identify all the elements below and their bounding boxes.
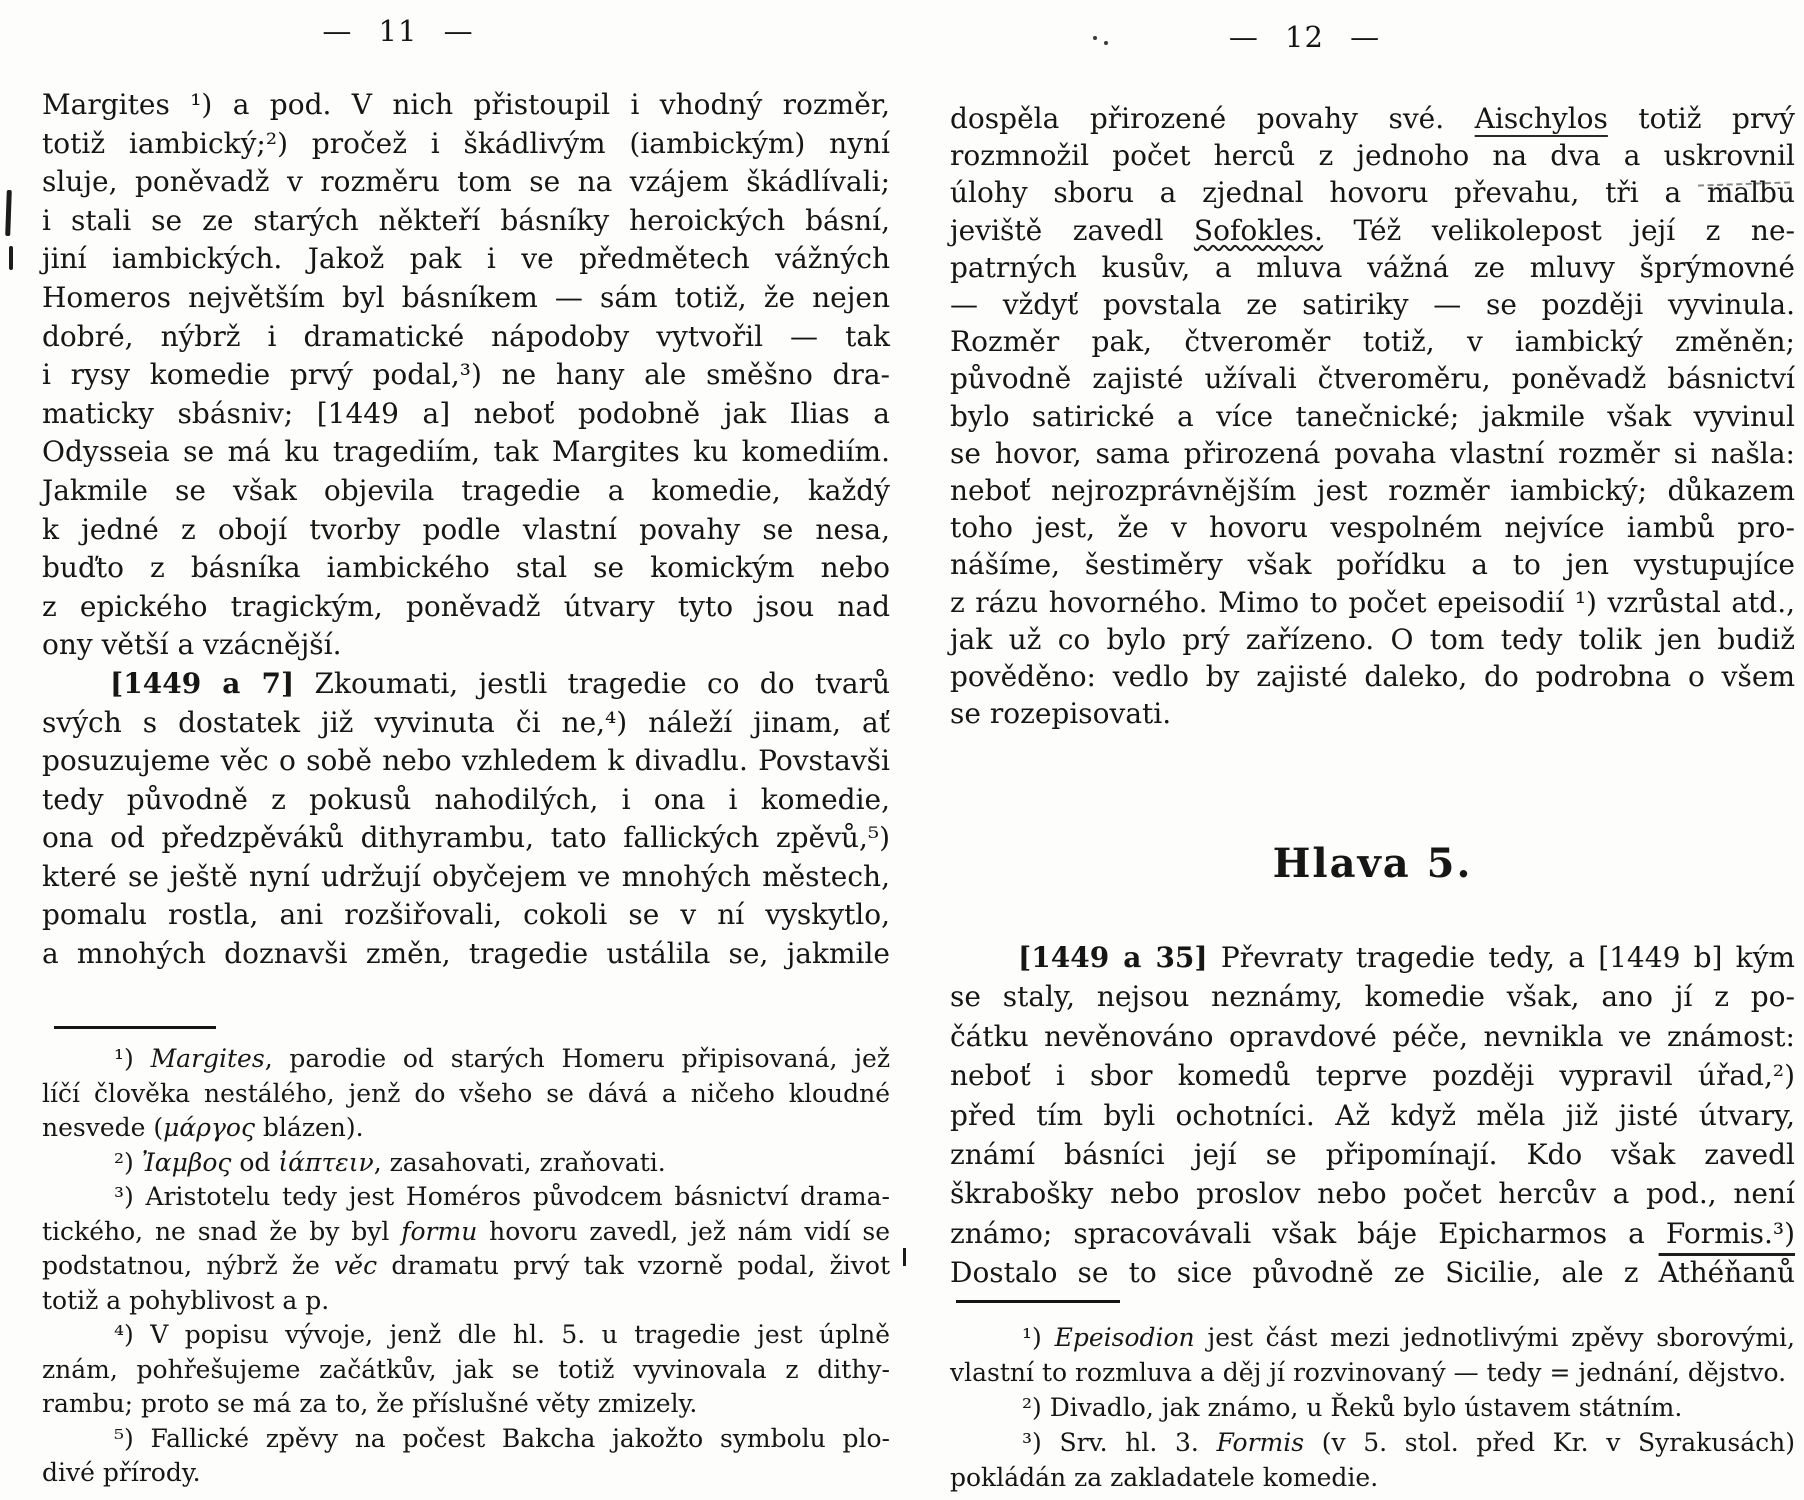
- text-line: podstatnou, nýbrž že věc dramatu prvý tak vzorně podal, život: [42, 1251, 890, 1280]
- text-line: ⁴) V popisu vývoje, jenž dle hl. 5. u tragedie jest úplně: [114, 1320, 890, 1349]
- text-line: z rázu hovorného. Mimo to počet epeisodií ¹) vzrůstal atd.,: [950, 585, 1795, 619]
- text-line: z epického tragickým, poněvadž útvary tyto jsou nad: [42, 589, 890, 623]
- footnotes: [42, 1042, 890, 1491]
- text-line: původně zajisté užívali čtveroměru, poněvadž básnictví: [950, 362, 1795, 396]
- text-line: dospěla přirozené povahy své. Aischylos totiž prvý: [950, 102, 1795, 135]
- text-line: pověděno: vedlo by zajisté daleko, do podrobna o všem: [950, 660, 1795, 694]
- text-line: ²) Ἰαμβος od ἰάπτειν, zasahovati, zraňovati.: [114, 1147, 666, 1177]
- page-11: [42, 0, 890, 1500]
- text-line: se rozepisovati.: [950, 697, 1172, 731]
- chapter-heading: Hlava 5.: [1272, 840, 1473, 887]
- paragraph: [42, 1042, 890, 1146]
- text-line: neboť i sbor komedů teprve později vypravil úřad,²): [950, 1059, 1795, 1093]
- footnotes: [950, 1320, 1795, 1495]
- text-line: vlastní to rozmluva a děj jí rozvinovaný — tedy = jednání, dějstvo.: [950, 1358, 1787, 1387]
- footnote-separator: [956, 1300, 1120, 1303]
- text-line: čátku nevěnováno opravdové péče, nevnikla ve známost:: [950, 1019, 1795, 1053]
- text-line: svých s dostatek již vyvinuta či ne,⁴) náleží jinam, ať: [42, 705, 890, 739]
- text-line: znám, pohřešujeme začátkův, jak se totiž vyvinovala z dithy-: [42, 1354, 890, 1384]
- text-line: rambu; proto se má za to, že příslušné věty zmizely.: [42, 1389, 698, 1418]
- text-line: Jakmile se však objevila tragedie a komedie, každý: [42, 473, 890, 507]
- text-line: ²) Divadlo, jak známo, u Řeků bylo ústavem státním.: [1022, 1393, 1683, 1422]
- text-line: ony větší a vzácnější.: [42, 628, 342, 662]
- text-line: dobré, nýbrž i dramatické nápodoby vytvořil — tak: [42, 319, 890, 353]
- text-line: ³) Aristotelu tedy jest Homéros původcem básnictví drama-: [114, 1182, 890, 1211]
- paragraph: [950, 1390, 1795, 1425]
- text-line: [1449 a 7] Zkoumati, jestli tragedie co do tvarů: [110, 666, 891, 700]
- text-line: ¹) Epeisodion jest část mezi jednotlivými zpěvy sborovými,: [1022, 1323, 1795, 1352]
- text-line: Odysseia se má ku tragediím, tak Margites ku komediím.: [42, 435, 890, 469]
- text-line: líčí člověka nestálého, jenž do všeho se dává a ničeho kloudné: [42, 1078, 890, 1108]
- text-line: — vždyť povstala ze satiriky — se později vyvinula.: [950, 288, 1795, 322]
- text-line: se staly, nejsou neznámy, komedie však, ano jí z po-: [950, 980, 1795, 1014]
- text-line: totiž a pohyblivost a p.: [42, 1285, 330, 1315]
- page-12: [950, 0, 1795, 1500]
- text-line: Dostalo se to sice původně ze Sicilie, ale z Athéňanů: [950, 1256, 1795, 1290]
- text-line: se hovor, sama přirozená povaha vlastní rozměr si našla:: [950, 436, 1795, 470]
- text-line: tedy původně z pokusů nahodilých, i ona i komedie,: [42, 782, 890, 816]
- main-text-lower: [950, 938, 1795, 1293]
- text-line: jiní iambických. Jakož pak i ve předmětech vážných: [42, 242, 890, 276]
- text-line: ⁵) Fallické zpěvy na počest Bakcha jakožto symbolu plo-: [114, 1423, 890, 1453]
- paragraph: [950, 100, 1795, 732]
- text-line: neboť nejrozprávnějším jest rozměr iambický; důkazem: [950, 474, 1795, 508]
- text-line: které se ještě nyní udržují obyčejem ve mnohých městech,: [42, 859, 890, 893]
- text-line: známí básníci její se připomínají. Kdo však zavedl: [950, 1138, 1795, 1172]
- paragraph: [950, 1320, 1795, 1390]
- paragraph: [42, 1146, 890, 1181]
- text-line: nesvede (μάργος blázen).: [42, 1113, 364, 1142]
- main-text-upper: [950, 100, 1795, 732]
- text-line: maticky sbásniv; [1449 a] neboť podobně jak Ilias a: [42, 396, 890, 430]
- text-line: ¹) Margites, parodie od starých Homeru připisovaná, jež: [114, 1044, 890, 1073]
- text-line: toho jest, že v hovoru vespolném nejvíce iambů pro-: [950, 511, 1795, 545]
- text-line: Margites ¹) a pod. V nich přistoupil i vhodný rozměr,: [42, 88, 890, 121]
- text-line: ³) Srv. hl. 3. Formis (v 5. stol. před Kr. v Syrakusách): [1022, 1428, 1795, 1457]
- text-line: posuzujeme věc o sobě nebo vzhledem k divadlu. Povstavši: [42, 744, 890, 778]
- scan-artifact-margin-mark: [5, 190, 12, 236]
- scan-artifact-margin-mark: [9, 246, 13, 270]
- text-line: sluje, poněvadž v rozměru tom se na vzájem škádlívali;: [42, 165, 890, 199]
- text-line: [1449 a 35] Převraty tragedie tedy, a [1449 b] kým: [1018, 941, 1795, 974]
- text-line: před tím byli ochotníci. Až když měla již jisté útvary,: [950, 1098, 1795, 1132]
- main-text: [42, 86, 890, 974]
- page-number-header: — 12 —: [1228, 20, 1381, 54]
- paragraph: [42, 1180, 890, 1318]
- paragraph: [42, 86, 890, 665]
- text-line: úlohy sboru a zjednal hovoru převahu, tři a malbu: [950, 176, 1795, 210]
- footnote-separator: [54, 1026, 216, 1029]
- text-line: a mnohých doznavši změn, tragedie ustálila se, jakmile: [42, 937, 890, 971]
- scan-artifact-dots: [1093, 36, 1097, 40]
- text-line: škrabošky nebo proslov nebo počet hercův a pod., není: [950, 1177, 1795, 1211]
- text-line: i rysy komedie prvý podal,³) ne hany ale směšno dra-: [42, 358, 890, 392]
- text-line: k jedné z obojí tvorby podle vlastní povahy se nesa,: [42, 512, 890, 546]
- text-line: i stali se ze starých někteří básníky heroických básní,: [42, 203, 890, 237]
- text-line: pomalu rostla, ani rozšiřovali, cokoli se v ní vyskytlo,: [42, 898, 890, 932]
- text-line: rozmnožil počet herců z jednoho na dva a uskrovnil: [950, 139, 1795, 173]
- text-line: Rozměr pak, čtveroměr totiž, v iambický změněn;: [950, 325, 1795, 359]
- text-line: známo; spracovávali však báje Epicharmos a Formis.³): [950, 1216, 1795, 1250]
- text-line: totiž iambický;²) pročež i škádlivým (iambickým) nyní: [42, 126, 890, 160]
- text-line: patrných kusův, a mluva vážná ze mluvy šprýmovné: [950, 250, 1795, 284]
- paragraph: [950, 1425, 1795, 1495]
- text-line: buďto z básníka iambického stal se komickým nebo: [42, 551, 890, 585]
- paragraph: [42, 1422, 890, 1491]
- paragraph: [42, 665, 890, 974]
- page-number-header: — 11 —: [322, 14, 474, 48]
- text-line: divé přírody.: [42, 1458, 201, 1487]
- text-line: jak už co bylo prý zařízeno. O tom tedy tolik jen budiž: [950, 622, 1795, 656]
- text-line: tického, ne snad že by byl formu hovoru zavedl, jež nám vidí se: [42, 1216, 890, 1246]
- text-line: jeviště zavedl Sofokles. Též velikolepost její z ne-: [950, 213, 1795, 247]
- scan-artifact-margin-mark: [903, 1248, 906, 1266]
- text-line: nášíme, šestiměry však pořídku a to jen vystupujíce: [950, 548, 1795, 582]
- paragraph: [950, 938, 1795, 1293]
- paragraph: [42, 1318, 890, 1422]
- text-line: Homeros největším byl básníkem — sám totiž, že nejen: [42, 280, 890, 314]
- text-line: ona od předzpěváků dithyrambu, tato fallických zpěvů,⁵): [42, 821, 890, 855]
- text-line: bylo satirické a více tanečnické; jakmile však vyvinul: [950, 399, 1795, 433]
- text-line: pokládán za zakladatele komedie.: [950, 1463, 1379, 1492]
